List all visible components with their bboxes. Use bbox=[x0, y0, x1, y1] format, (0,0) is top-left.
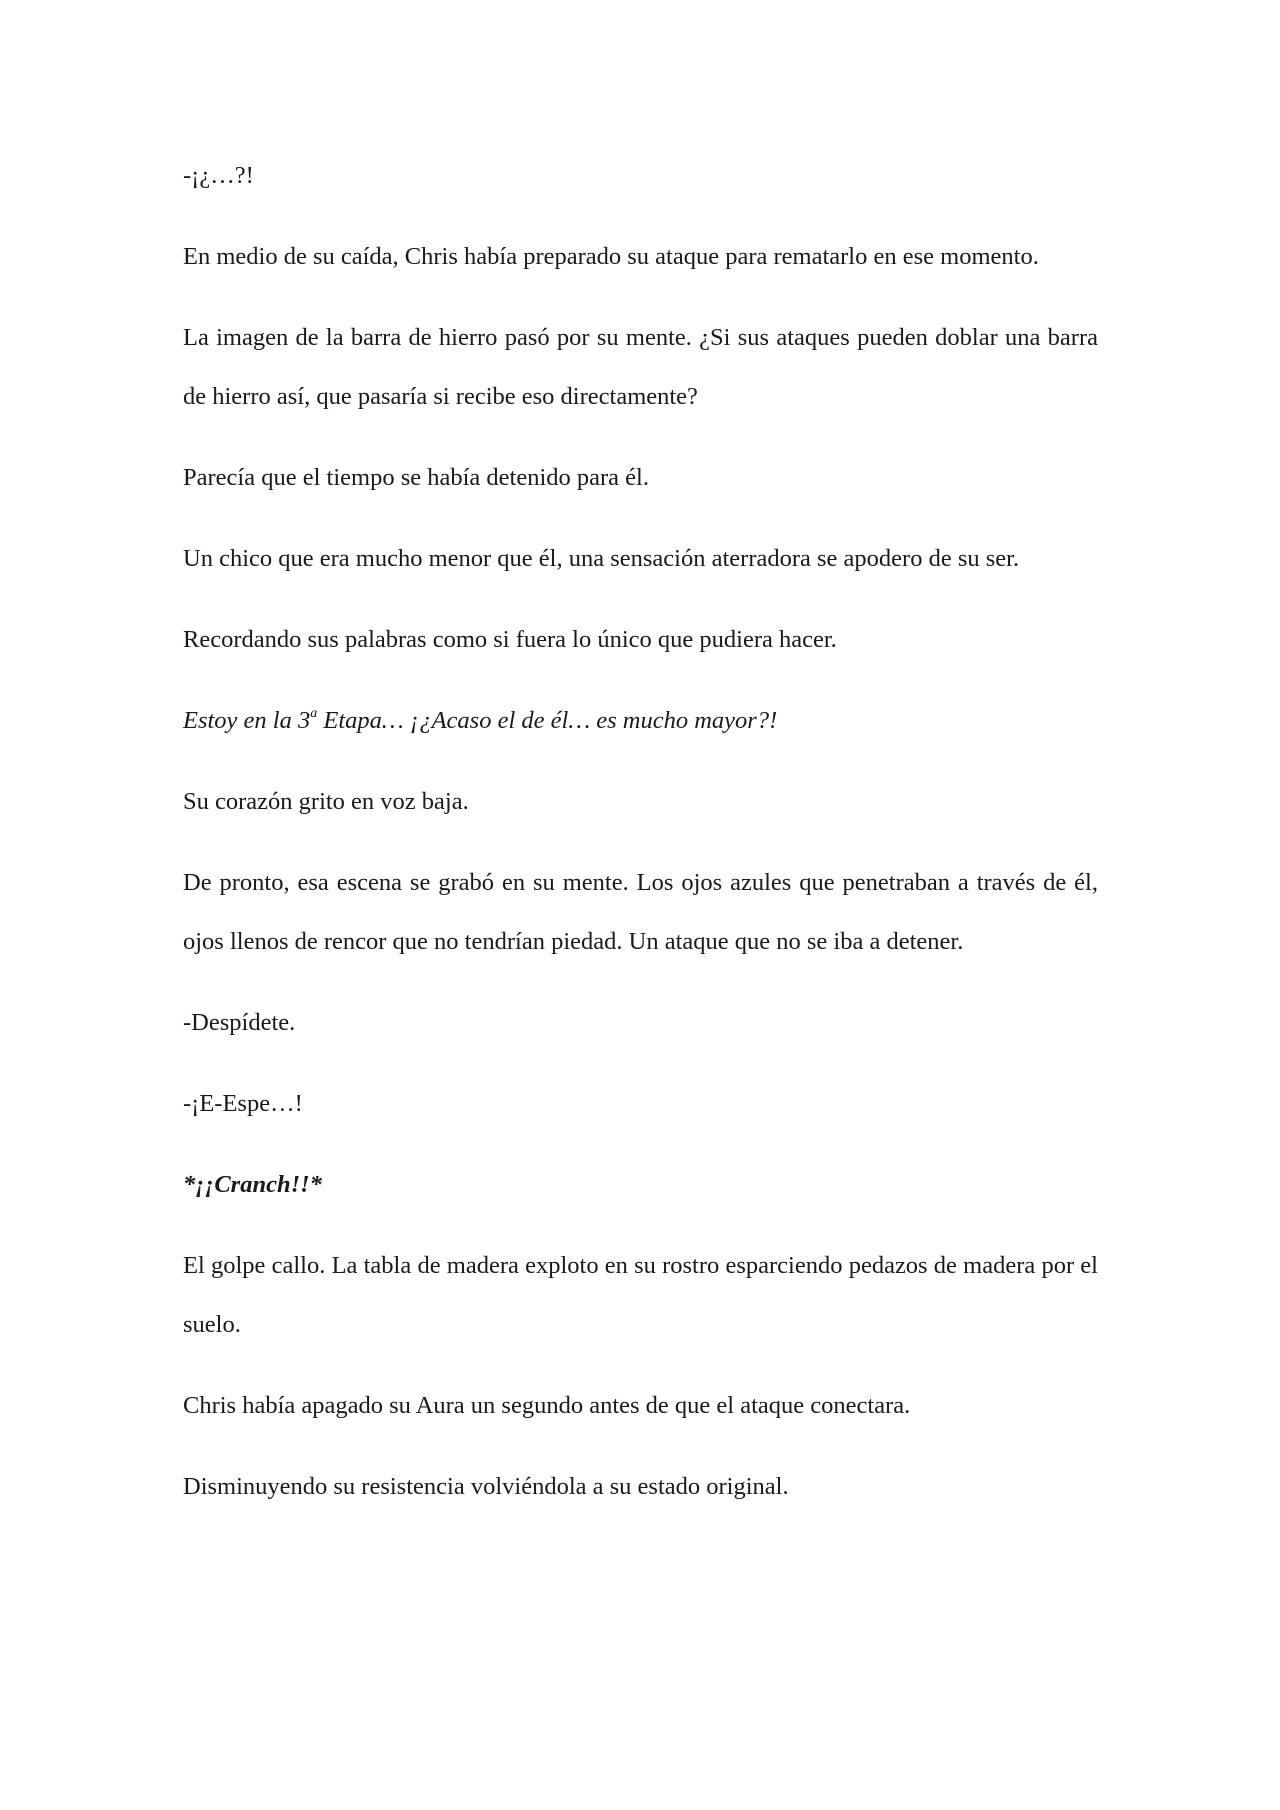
sound-effect: *¡¡Cranch!!* bbox=[183, 1171, 322, 1198]
paragraph: De pronto, esa escena se grabó en su mente. Los ojos azules que penetraban a través de él, ojos llenos de rencor que no tendrían piedad. Un ataque que no se iba a detener. bbox=[183, 869, 1098, 955]
paragraph: Chris había apagado su Aura un segundo antes de que el ataque conectara. bbox=[183, 1392, 911, 1419]
paragraph: Su corazón grito en voz baja. bbox=[183, 788, 469, 815]
dialogue-line: -¡E-Espe…! bbox=[183, 1090, 303, 1117]
paragraph: Disminuyendo su resistencia volviéndola a su estado original. bbox=[183, 1473, 789, 1500]
inner-thought bbox=[183, 691, 1098, 750]
paragraph: La imagen de la barra de hierro pasó por su mente. ¿Si sus ataques pueden doblar una barra de hierro así, que pasaría si recibe eso directamente? bbox=[183, 324, 1098, 410]
inner-thought-part: Estoy en la 3 bbox=[183, 707, 311, 734]
dialogue-line: -¡¿…?! bbox=[183, 162, 254, 189]
paragraph: En medio de su caída, Chris había preparado su ataque para rematarlo en ese momento. bbox=[183, 243, 1039, 270]
paragraph: Un chico que era mucho menor que él, una sensación aterradora se apodero de su ser. bbox=[183, 545, 1020, 572]
paragraph: El golpe callo. La tabla de madera exploto en su rostro esparciendo pedazos de madera por el suelo. bbox=[183, 1252, 1098, 1338]
superscript: a bbox=[310, 705, 318, 721]
body-text bbox=[183, 146, 1098, 1538]
dialogue-line: -Despídete. bbox=[183, 1009, 296, 1036]
inner-thought-part: Etapa… ¡¿Acaso el de él… es mucho mayor?! bbox=[317, 707, 778, 734]
paragraph: Recordando sus palabras como si fuera lo único que pudiera hacer. bbox=[183, 626, 837, 653]
paragraph: Parecía que el tiempo se había detenido para él. bbox=[183, 464, 649, 491]
